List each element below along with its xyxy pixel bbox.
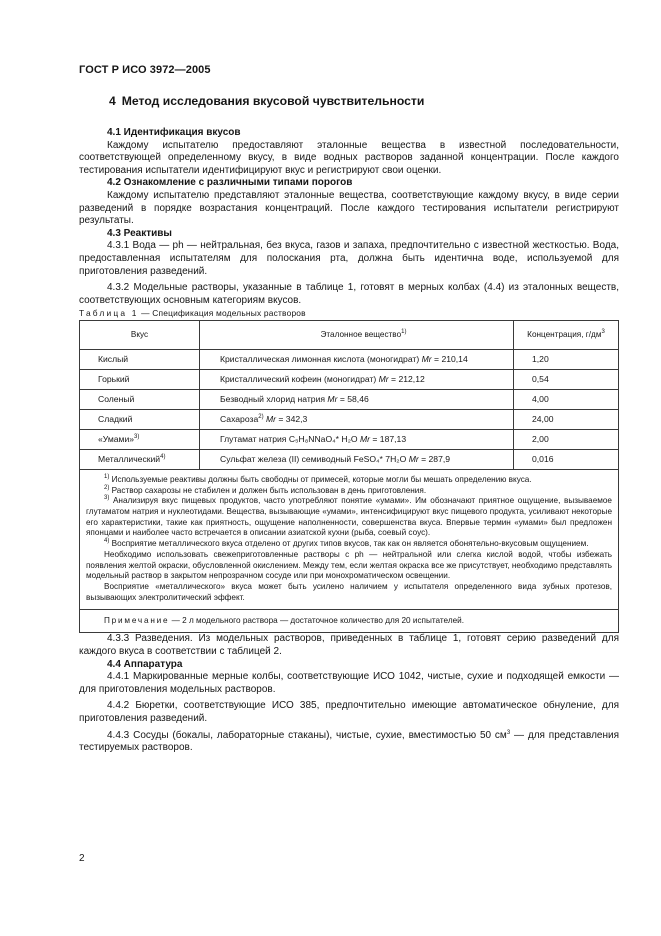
table-row xyxy=(80,369,619,389)
cell-taste: Соленый xyxy=(80,389,200,409)
header-concentration: Концентрация, $г/дм^3$ xyxy=(514,320,619,349)
table-footnotes-row xyxy=(80,469,619,609)
cell-taste: Сладкий xyxy=(80,409,200,429)
table-footnotes xyxy=(80,469,619,609)
cell-concentration: 4,00 xyxy=(514,389,619,409)
header-substance: Эталонное вещество$^{1)}$ xyxy=(200,320,514,349)
table-caption-title: — Спецификация модельных растворов xyxy=(138,308,306,319)
paragraph-4-1: Каждому испытателю предоставляют эталонные вещества в известной последовательности, соответствующей определенному вкусу, в виде водных растворов заданной концентрации. После каждого тестирования испытатели идентифицируют вкус и регистрируют свои оценки. xyxy=(79,139,619,176)
paragraph-4-4-1: 4.4.1 Маркированные мерные колбы, соответствующие ИСО 1042, чистые, сухие и подходящей емкости — для приготовления модельных растворов. xyxy=(79,671,619,695)
cell-taste: Горький xyxy=(80,369,200,389)
table-caption xyxy=(79,307,619,320)
specification-table xyxy=(79,320,619,633)
section-number: 4 xyxy=(109,94,116,108)
heading-4-4: 4.4 Аппаратура xyxy=(107,658,183,670)
paragraph-4-3-1: 4.3.1 Вода — ph — нейтральная, без вкуса, газов и запаха, предпочтительно с известной жесткостью. Вода, предоставленная испытателям для полоскания рта, должна быть идентична воде, используемой для приготовления разведений. xyxy=(79,240,619,277)
table-paragraph: Необходимо использовать свежеприготовленные растворы с ph — нейтральной или слегка кислой водой, чтобы избежать появления желтой окраски, обусловленной окислением. Между тем, если желтая окраска все же присутствует, необходимо представлять модельный раствор в закрытом непрозрачном сосуде или при монохроматическом освещении. xyxy=(86,549,612,581)
table-row xyxy=(80,409,619,429)
table-note-row xyxy=(80,610,619,633)
page-number: 2 xyxy=(79,853,85,864)
note-text: — 2 л модельного раствора — достаточное количество для 20 испытателей. xyxy=(169,616,465,626)
cell-concentration: 1,20 xyxy=(514,349,619,369)
footnote: $^{4)}$ Восприятие металлического вкуса отделено от других типов вкусов, так как он является обонятельно-вкусовым ощущением. xyxy=(104,538,589,549)
cell-substance: Безводный хлорид натрия Mr = 58,46 xyxy=(200,389,514,409)
cell-concentration: 0,54 xyxy=(514,369,619,389)
paragraph-4-3-3: 4.3.3 Разведения. Из модельных растворов, приведенных в таблице 1, готовят серию разведений для каждого вкуса в соответствии с таблицей 2. xyxy=(79,633,619,657)
heading-4-3: 4.3 Реактивы xyxy=(107,227,172,239)
cell-substance: Глутамат натрия C₅H₈NNaO₄* H₂O Mr = 187,13 xyxy=(200,429,514,449)
table-caption-label: Таблица 1 xyxy=(79,308,139,319)
paragraph-4-4-2: 4.4.2 Бюретки, соответствующие ИСО 385, предпочтительно имеющие автоматическое обнуление, для приготовления разведений. xyxy=(79,700,619,724)
section-title: Метод исследования вкусовой чувствительности xyxy=(121,94,425,108)
cell-taste: «Умами»$^{3)}$ xyxy=(80,429,200,449)
table-row xyxy=(80,449,619,469)
footnote: $^{3)}$ Анализируя вкус пищевых продуктов, часто употребляют понятие «умами». Им обозначают приятное ощущение, вызываемое глутаматом натрия и нуклеотидами. Вещества, вызывающие «умами», интенсифицируют вкус пищевого продукта, усиливают некоторые его характеристики, такие как приятность, ощущение наполненности, совершенства вкуса. Впервые термин «умами» был предложен японцами и наиболее часто встречается в описании азиатской кухни (рыба, соевый соус). xyxy=(86,495,612,538)
cell-substance: Кристаллический кофеин (моногидрат) Mr = 212,12 xyxy=(200,369,514,389)
header-taste: Вкус xyxy=(80,320,200,349)
cell-concentration: 24,00 xyxy=(514,409,619,429)
table-header-row xyxy=(80,320,619,349)
cell-concentration: 0,016 xyxy=(514,449,619,469)
table-row xyxy=(80,389,619,409)
cell-taste: Кислый xyxy=(80,349,200,369)
cell-concentration: 2,00 xyxy=(514,429,619,449)
cell-taste: Металлический$^{4)}$ xyxy=(80,449,200,469)
cell-substance: Кристаллическая лимонная кислота (моногидрат) Mr = 210,14 xyxy=(200,349,514,369)
paragraph-4-4-3: 4.4.3 Сосуды (бокалы, лабораторные стаканы), чистые, сухие, вместимостью 50 $см^3$ — для представления тестируемых растворов. xyxy=(79,729,619,754)
standard-header: ГОСТ Р ИСО 3972—2005 xyxy=(79,64,211,76)
section-heading xyxy=(79,94,619,108)
table-note xyxy=(80,610,619,633)
heading-4-1: 4.1 Идентификация вкусов xyxy=(107,127,241,138)
cell-substance: Сахароза$^{2)}$ Mr = 342,3 xyxy=(200,409,514,429)
table-row xyxy=(80,349,619,369)
cell-substance: Сульфат железа (II) семиводный FeSO₄* 7H₂O Mr = 287,9 xyxy=(200,449,514,469)
table-row xyxy=(80,429,619,449)
table-paragraph: Восприятие «металлического» вкуса может быть усилено наличием у испытателя определенного вида зубных протезов, вызывающих электролитический эффект. xyxy=(86,581,612,602)
heading-4-2: 4.2 Ознакомление с различными типами порогов xyxy=(107,177,353,189)
footnote: $^{1)}$ Используемые реактивы должны быть свободны от примесей, которые могли бы мешать определению вкуса. xyxy=(104,473,532,484)
footnote: $^{2)}$ Раствор сахарозы не стабилен и должен быть использован в день приготовления. xyxy=(104,484,427,495)
document-body xyxy=(79,127,619,755)
paragraph-4-2: Каждому испытателю представляют эталонные вещества, соответствующие каждому вкусу, в виде серии разведений в порядке возрастания концентраций. После каждого тестирования испытатели регистрируют результаты. xyxy=(79,189,619,227)
paragraph-4-3-2: 4.3.2 Модельные растворы, указанные в таблице 1, готовят в мерных колбах (4.4) из эталонных веществ, соответствующих основным категориям вкусов. xyxy=(79,282,619,306)
note-label: Примечание xyxy=(104,616,170,626)
